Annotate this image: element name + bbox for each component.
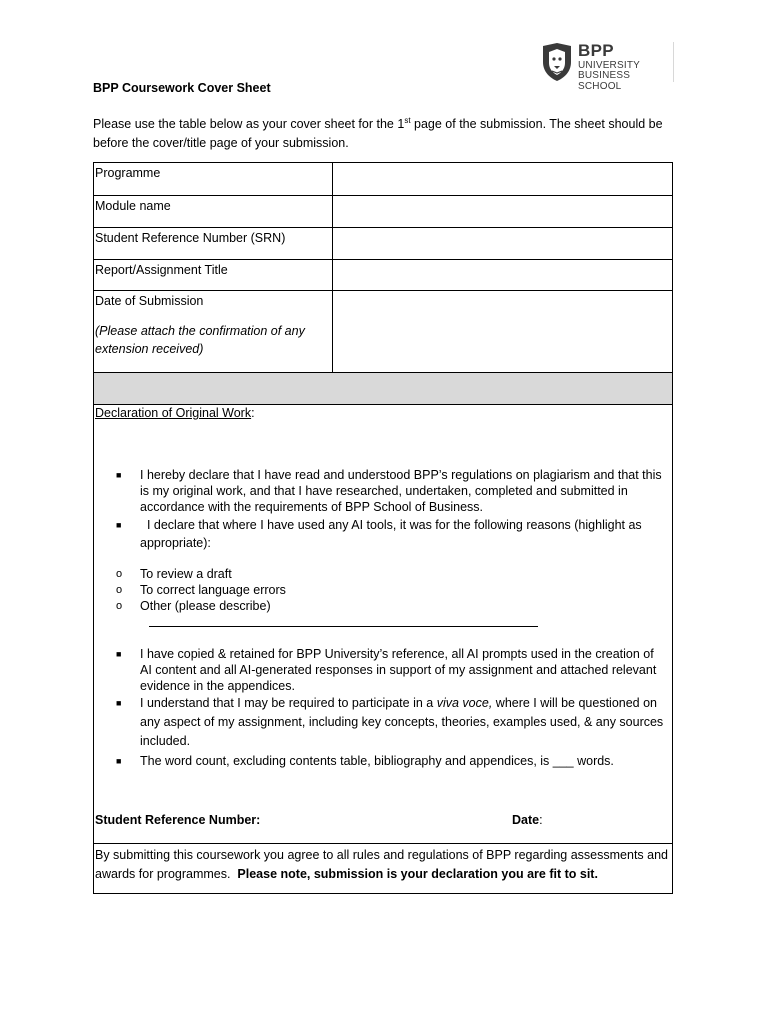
bullet-5-text: The word count, excluding contents table, bibliography and appendices, is ___ words. [140, 754, 614, 768]
srn-signature-label: Student Reference Number: [95, 813, 261, 827]
table-row-module [94, 195, 672, 227]
list-item [116, 694, 668, 751]
circle-bullet-icon: o [116, 600, 123, 612]
module-name-field[interactable] [333, 196, 672, 227]
table-row-srn [94, 227, 672, 259]
lion-shield-icon [540, 42, 574, 82]
bpp-logo [540, 41, 674, 92]
reason-1: To review a draft [140, 567, 232, 581]
square-bullet-icon: ■ [116, 470, 122, 480]
footer-text [95, 846, 670, 884]
row-label: Programme [94, 163, 333, 195]
logo-line1: UNIVERSITY [578, 60, 641, 71]
bullet-2-text: I declare that where I have used any AI tools, it was for the following reasons (highlight as appropriate): [140, 518, 646, 550]
declaration-heading [95, 405, 255, 421]
bullet-3-text: I have copied & retained for BPP University’s reference, all AI prompts used in the creation of AI content and all AI-generated responses in support of my assignment and attached relevant evidence in the appendices. [140, 647, 657, 693]
reason-2: To correct language errors [140, 583, 286, 597]
intro-part1: Please use the table below as your cover sheet for the 1 [93, 117, 405, 132]
circle-bullet-icon: o [116, 568, 123, 580]
table-row-date [94, 290, 672, 372]
footer-bold: Please note, submission is your declaration you are fit to sit. [237, 867, 598, 881]
bullet-1-text: I hereby declare that I have read and understood BPP’s regulations on plagiarism and that this is my original work, and that I have researched, undertaken, completed and submitted in accordance with the requirements of BPP School of Business. [140, 468, 662, 514]
declaration-heading-text: Declaration of Original Work [95, 406, 252, 420]
assignment-title-field[interactable] [333, 260, 672, 290]
list-item [116, 467, 668, 515]
list-item [116, 516, 668, 552]
circle-bullet-icon: o [116, 584, 123, 596]
spacer-row [94, 372, 672, 404]
row-label: Module name [94, 196, 333, 227]
list-item [116, 582, 668, 598]
row-label [94, 291, 333, 372]
date-signature-label [512, 813, 543, 827]
row-label: Report/Assignment Title [94, 260, 333, 290]
date-colon: : [539, 813, 543, 827]
extension-note: (Please attach the confirmation of any extension received) [95, 324, 305, 356]
page-title: BPP Coursework Cover Sheet [93, 81, 271, 95]
list-item [116, 598, 668, 614]
row-label: Student Reference Number (SRN) [94, 228, 333, 259]
intro-sup: st [404, 116, 411, 125]
table-row-programme [94, 163, 672, 195]
square-bullet-icon: ■ [116, 649, 122, 659]
programme-field[interactable] [333, 163, 672, 195]
square-bullet-icon: ■ [116, 520, 122, 530]
declaration-section [94, 404, 672, 843]
list-item [116, 566, 668, 582]
declaration-colon: : [251, 406, 255, 420]
logo-divider [673, 42, 674, 82]
intro-part2: page of the submission. The sheet should be before the cover/title page of your submission. [93, 117, 663, 151]
reason-3: Other (please describe) [140, 599, 271, 613]
other-reason-line[interactable] [149, 626, 538, 627]
bullet-4-text-b: where I will be questioned on any aspect of my assignment, including key concepts, theories, examples used, & any sources included. [140, 696, 664, 748]
date-label-text: Date [512, 813, 540, 827]
square-bullet-icon: ■ [116, 698, 122, 708]
list-item [116, 753, 668, 769]
footer-normal: By submitting this coursework you agree to all rules and regulations of BPP regarding assessments and awards for programmes. [95, 848, 672, 881]
logo-brand: BPP [578, 41, 614, 60]
viva-voce-text: viva voce, [436, 696, 493, 710]
date-of-submission-field[interactable] [333, 291, 672, 372]
square-bullet-icon: ■ [116, 756, 122, 766]
bullet-4-text-a: I understand that I may be required to participate in a [140, 696, 437, 710]
logo-line2: BUSINESS SCHOOL [578, 70, 631, 92]
srn-field[interactable] [333, 228, 672, 259]
table-row-title [94, 259, 672, 290]
footer-row [94, 843, 672, 893]
intro-text [93, 111, 678, 153]
list-item [116, 646, 668, 694]
cover-sheet-table [93, 162, 673, 894]
date-of-submission-label: Date of Submission [95, 294, 204, 308]
